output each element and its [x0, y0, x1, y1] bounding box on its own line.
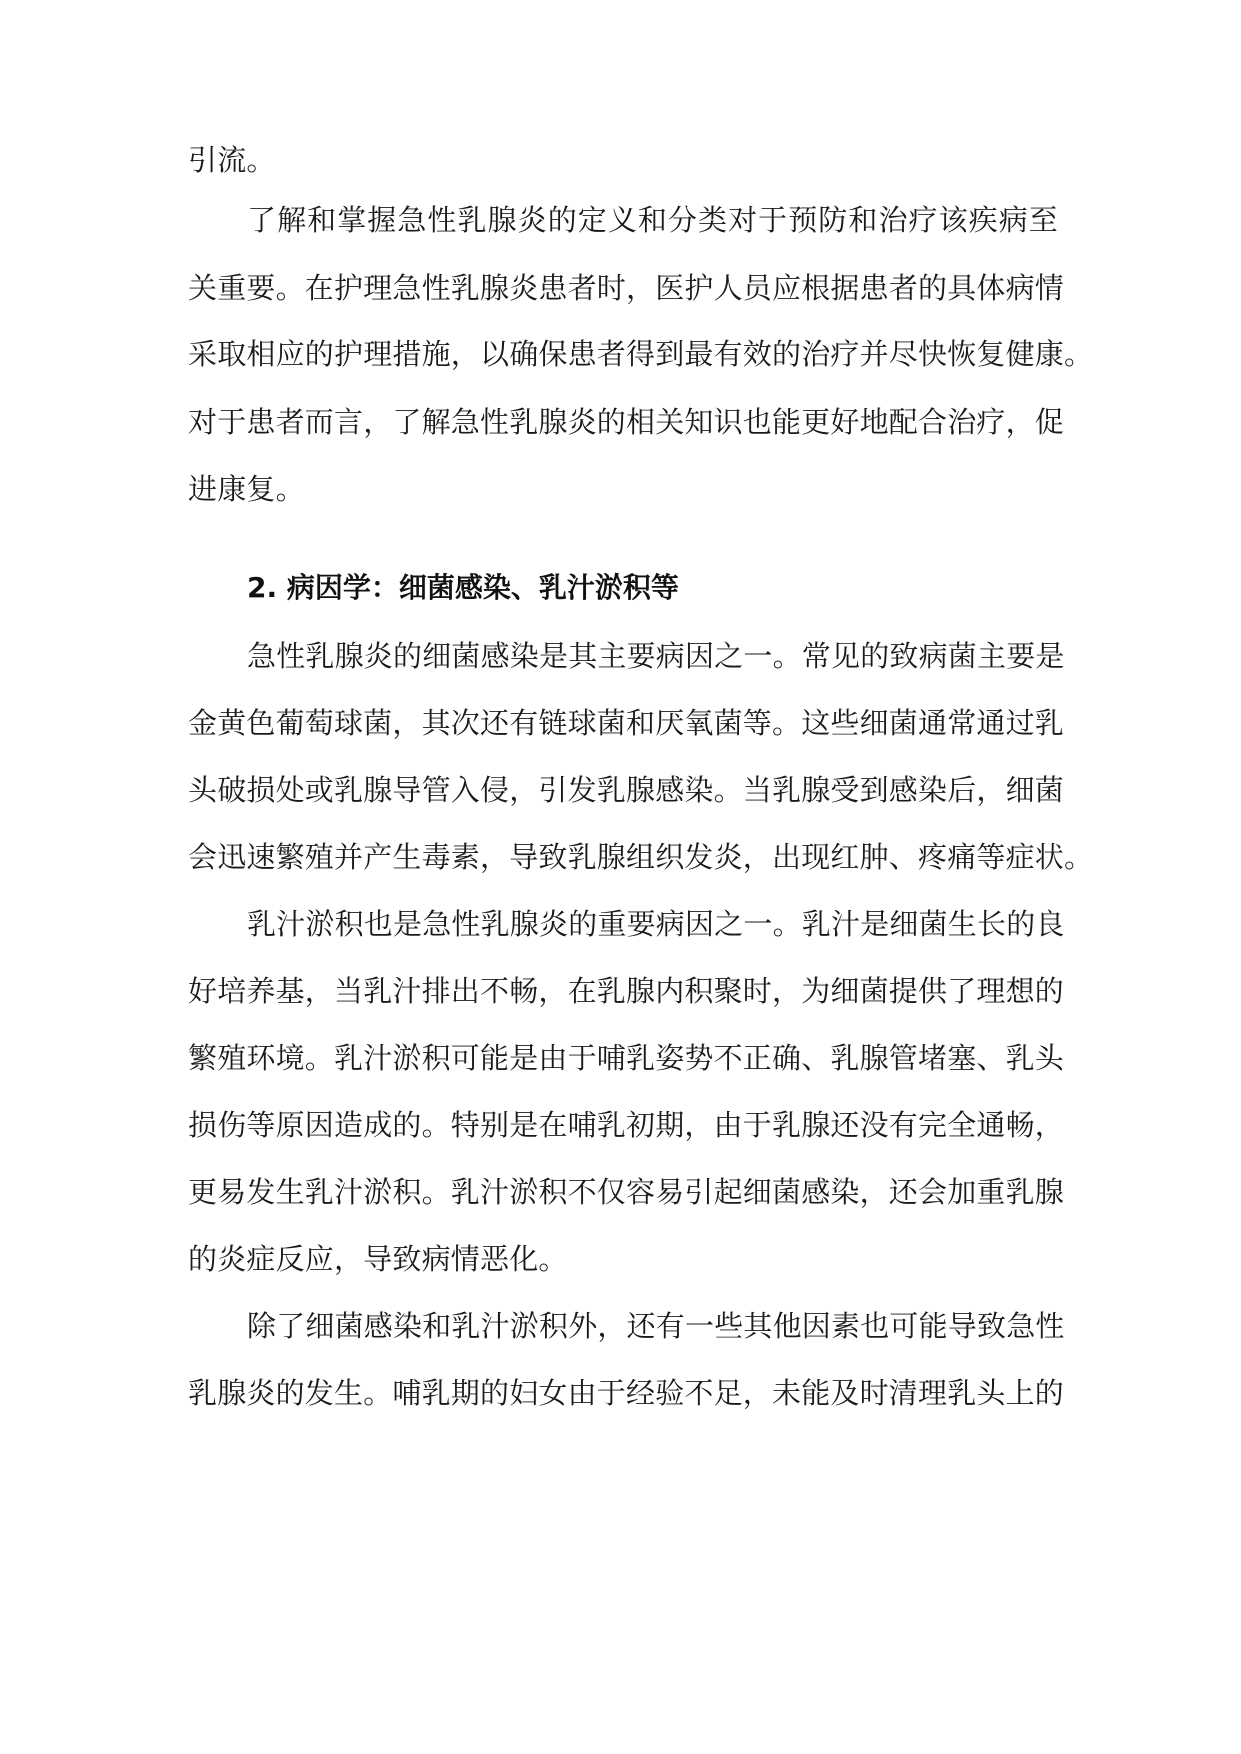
text-line: 乳汁淤积也是急性乳腺炎的重要病因之一。乳汁是细菌生长的良: [247, 907, 1065, 941]
text-line: 了解和掌握急性乳腺炎的定义和分类对于预防和治疗该疾病至: [247, 203, 1058, 237]
text-line: 除了细菌感染和乳汁淤积外，还有一些其他因素也可能导致急性: [247, 1309, 1065, 1343]
text-line: 金黄色葡萄球菌，其次还有链球菌和厌氧菌等。这些细菌通常通过乳: [188, 706, 1065, 740]
text-line: 头破损处或乳腺导管入侵，引发乳腺感染。当乳腺受到感染后，细菌: [188, 773, 1065, 807]
text-line: 急性乳腺炎的细菌感染是其主要病因之一。常见的致病菌主要是: [247, 639, 1065, 673]
text-line: 繁殖环境。乳汁淤积可能是由于哺乳姿势不正确、乳腺管堵塞、乳头: [188, 1041, 1065, 1075]
text-line: 损伤等原因造成的。特别是在哺乳初期，由于乳腺还没有完全通畅，: [188, 1108, 1065, 1142]
text-line: 会迅速繁殖并产生毒素，导致乳腺组织发炎，出现红肿、疼痛等症状。: [188, 840, 1094, 874]
text-line: 进康复。: [188, 472, 305, 506]
text-line: 对于患者而言，了解急性乳腺炎的相关知识也能更好地配合治疗，促: [188, 405, 1065, 439]
text-line: 关重要。在护理急性乳腺炎患者时，医护人员应根据患者的具体病情: [188, 271, 1065, 305]
text-line: 好培养基，当乳汁排出不畅，在乳腺内积聚时，为细菌提供了理想的: [188, 974, 1065, 1008]
text-line: 的炎症反应，导致病情恶化。: [188, 1242, 568, 1276]
text-line: 引流。: [188, 143, 276, 177]
section-heading: 2. 病因学：细菌感染、乳汁淤积等: [247, 571, 679, 604]
text-line: 更易发生乳汁淤积。乳汁淤积不仅容易引起细菌感染，还会加重乳腺: [188, 1175, 1065, 1209]
text-line: 乳腺炎的发生。哺乳期的妇女由于经验不足，未能及时清理乳头上的: [188, 1376, 1065, 1410]
text-line: 采取相应的护理措施，以确保患者得到最有效的治疗并尽快恢复健康。: [188, 337, 1094, 371]
